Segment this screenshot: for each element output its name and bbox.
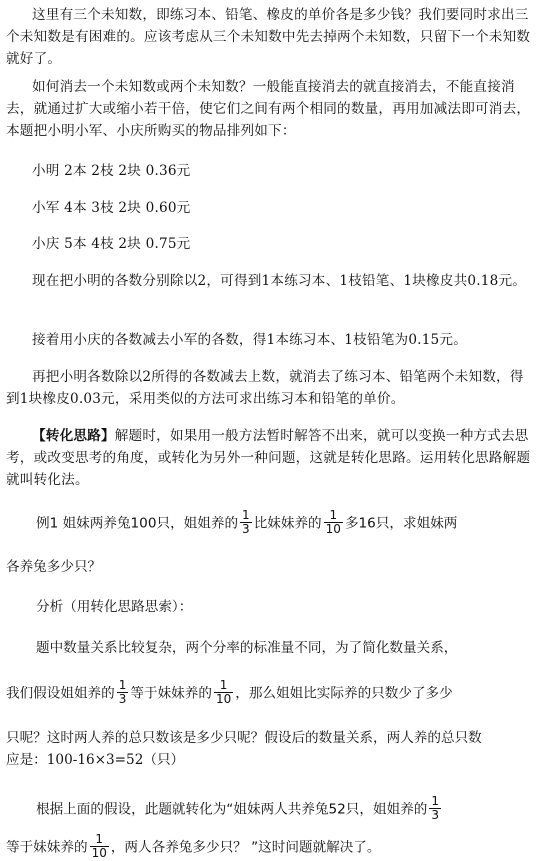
purchase-row-xiaoqing: 小庆 5本 4枝 2块 0.75元: [32, 236, 191, 252]
fraction-one-tenth: $\frac{1}{10}$: [325, 508, 341, 536]
purchase-row-xiaojun: 小军 4本 3枝 2块 0.60元: [32, 200, 191, 216]
paragraph-step3: 再把小明各数除以2所得的各数减去上数，就消去了练习本、铅笔两个未知数，得到1块橡皮0.03元，采用类似的方法可求出练习本和铅笔的单价。: [6, 369, 524, 407]
analysis-heading: 分析（用转化思路思索）：: [36, 599, 193, 615]
fraction-one-third: $\frac{1}{3}$: [118, 678, 127, 706]
analysis-line-2: 我们假设姐姐养的 $\frac{1}{3}$ 等于妹妹养的 $\frac{1}{10}$ ，那么姐姐比实际养的只数少了多少: [6, 678, 453, 706]
conclusion-line-1: 根据上面的假设，此题就转化为“姐妹两人共养兔52只，姐姐养的 $\frac{1}{3}$: [36, 794, 440, 822]
paragraph-step1: 现在把小明的各数分别除以2，可得到1本练习本、1枝铅笔、1块橡皮共0.18元。: [32, 273, 527, 289]
paragraph-transform-thinking: [6, 425, 534, 491]
conclusion-line-2: 等于妹妹养的 $\frac{1}{10}$ ，两人各养兔多少只？ ”这时问题就解决了。: [6, 832, 381, 860]
analysis-line-3: 只呢？这时两人养的总只数该是多少只呢？假设后的数量关系，两人养的总只数: [6, 730, 482, 746]
analysis-line-1: 题中数量关系比较复杂，两个分率的标准量不同，为了简化数量关系，: [36, 640, 458, 656]
purchase-row-xiaoming: 小明 2本 2枝 2块 0.36元: [32, 163, 191, 179]
paragraph-step2: 接着用小庆的各数减去小军的各数，得1本练习本、1枝铅笔为0.15元。: [32, 332, 467, 348]
fraction-one-third: $\frac{1}{3}$: [431, 794, 440, 822]
paragraph-intro: 这里有三个未知数，即练习本、铅笔、橡皮的单价各是多少钱？我们要同时求出三个未知数是有困难的。应该考虑从三个未知数中先去掉两个未知数，只留下一个未知数就好了。: [6, 7, 531, 67]
fraction-one-tenth: $\frac{1}{10}$: [215, 678, 232, 706]
fraction-one-tenth: $\frac{1}{10}$: [91, 832, 107, 860]
section-body: 解题时，如果用一般方法暂时解答不出来，就可以变换一种方式去思考，或改变思考的角度，或转化为另外一种问题，这就是转化思路。运用转化思路解题就叫转化法。: [6, 428, 531, 488]
analysis-equation: 应是：100-16×3=52（只）: [6, 752, 185, 768]
paragraph-elimination-method: 如何消去一个未知数或两个未知数？一般能直接消去的就直接消去，不能直接消去，就通过扩大或缩小若干倍，使它们之间有两个相同的数量，再用加减法即可消去，本题把小明小军、小庆所购买的物品排列如下：: [6, 79, 531, 139]
section-heading: 【转化思路】: [32, 428, 115, 444]
example-line-2: 各养兔多少只？: [6, 559, 102, 575]
fraction-one-third: $\frac{1}{3}$: [242, 508, 250, 536]
example-line-1: 例1 姐妹两养兔100只，姐姐养的 $\frac{1}{3}$ 比妹妹养的 $\frac{1}{10}$ 多16只，求姐妹两: [36, 508, 458, 536]
